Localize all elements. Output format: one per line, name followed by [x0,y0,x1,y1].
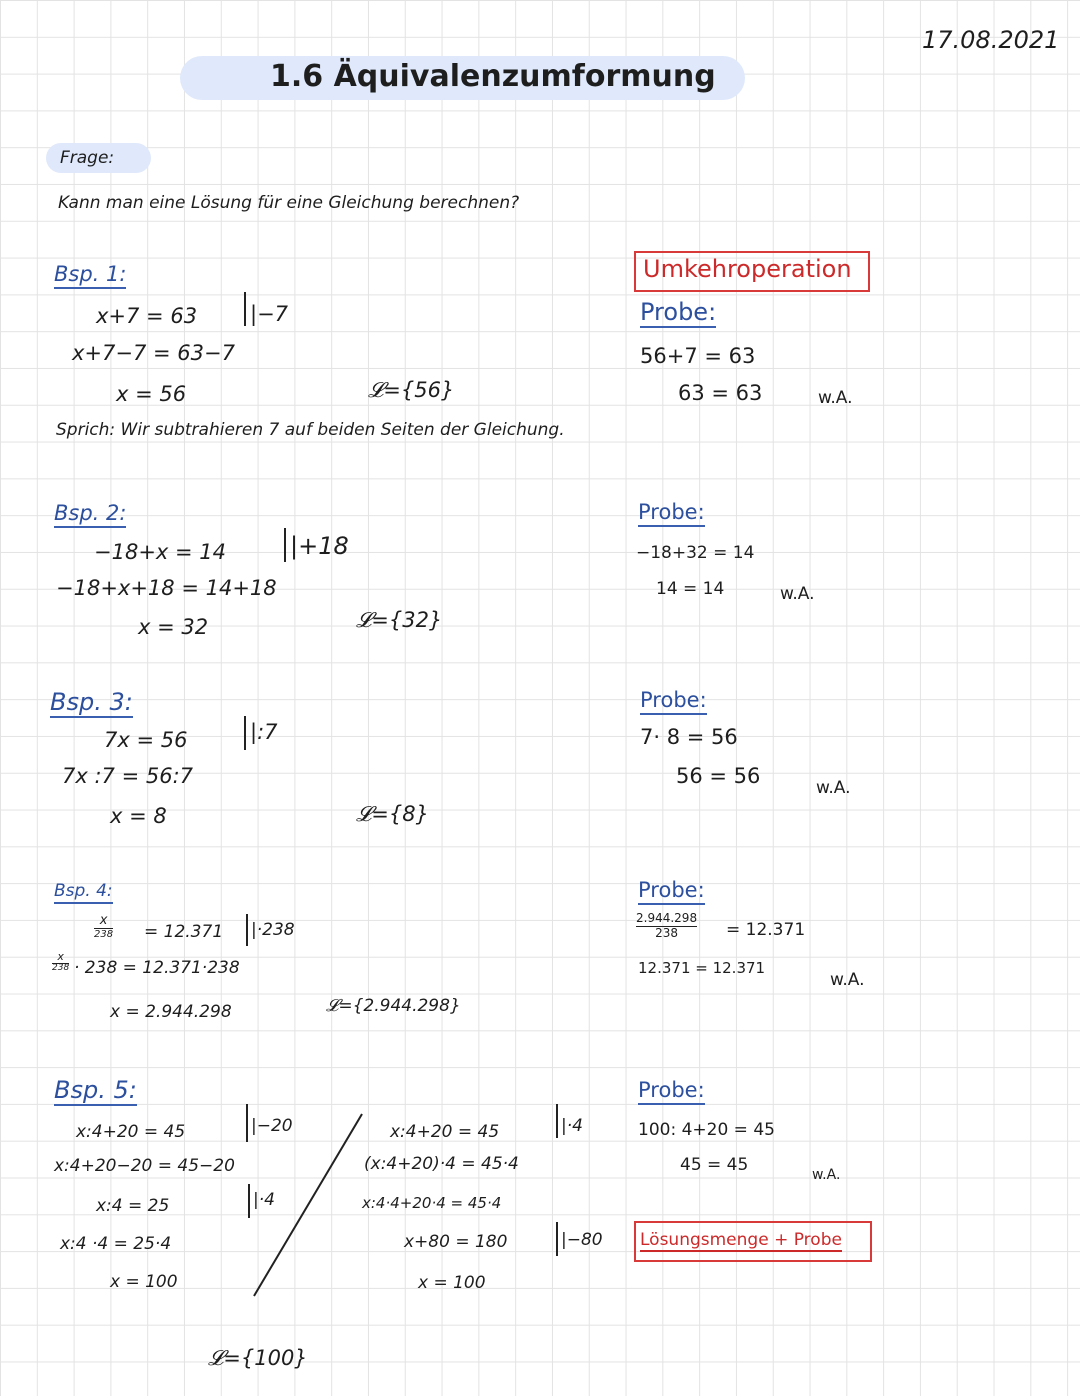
ex2-heading: Bsp. 2: [54,503,126,528]
ex3-operation: |:7 [244,716,278,750]
ex4-probe-num: 2.944.298 [636,911,698,925]
ex5-a-line5: x = 100 [110,1272,178,1292]
ex5-b-line3: x:4·4+20·4 = 45·4 [362,1194,502,1212]
ex5-wa: w.A. [812,1167,841,1183]
ex3-probe-label: Probe: [640,690,707,715]
ex3-line3: x = 8 [110,804,167,828]
ex1-heading: Bsp. 1: [54,264,126,289]
ex3-line1: 7x = 56 [104,728,188,752]
ex5-b-operation1: |·4 [556,1104,583,1138]
ex4-probe-den: 238 [655,925,678,940]
ex5-a-operation2: |·4 [248,1184,275,1218]
ex5-a-line2: x:4+20−20 = 45−20 [54,1156,235,1176]
ex4-line2-rest: · 238 = 12.371·238 [74,958,240,978]
ex5-b-line2: (x:4+20)·4 = 45·4 [364,1154,519,1174]
date: 17.08.2021 [922,26,1060,54]
ex1-note: Sprich: Wir subtrahieren 7 auf beiden Seiten der Gleichung. [56,420,565,440]
ex4-heading: Bsp. 4: [54,883,113,904]
ex5-probe-label: Probe: [638,1080,705,1105]
ex2-line2: −18+x+18 = 14+18 [56,576,277,600]
ex1-solution: 𝓛={56} [368,378,455,402]
ex4-probe-label: Probe: [638,880,705,905]
ex1-line3: x = 56 [116,382,187,406]
ex3-probe-line1: 7· 8 = 56 [640,725,738,749]
ex2-probe-line1: −18+32 = 14 [636,543,755,563]
ex5-b-line4: x+80 = 180 [404,1232,508,1252]
ex5-heading: Bsp. 5: [54,1076,137,1104]
ex5-b-line5: x = 100 [418,1273,486,1293]
ex1-probe-line1: 56+7 = 63 [640,344,756,368]
ex4-probe-line2: 12.371 = 12.371 [638,959,766,977]
ex3-line2: 7x :7 = 56:7 [62,764,194,788]
ex3-solution: 𝓛={8} [356,802,429,826]
ex2-line3: x = 32 [138,615,209,639]
ex1-line1: x+7 = 63 [96,304,198,328]
ex1-probe-label: Probe: [640,298,717,326]
ex4-probe-fraction [636,912,697,941]
ex2-wa: w.A. [780,584,815,604]
ex1-line2: x+7−7 = 63−7 [72,341,235,365]
page-title: 1.6 Äquivalenzumformung [270,59,716,94]
ex4-line2-num: x [52,951,69,964]
ex1-probe-line2: 63 = 63 [678,381,763,405]
ex4-line1-den: 238 [94,929,114,941]
ex5-b-operation2: |−80 [556,1222,603,1256]
question-text: Kann man eine Lösung für eine Gleichung berechnen? [58,193,520,213]
ex5-a-operation1: |−20 [246,1104,293,1142]
ex3-probe-line2: 56 = 56 [676,764,761,788]
ex4-solution: 𝓛={2.944.298} [326,996,461,1016]
ex2-solution: 𝓛={32} [356,608,443,632]
ex5-solution: 𝓛={100} [208,1346,308,1370]
ex2-probe-label: Probe: [638,502,705,527]
ex4-wa: w.A. [830,970,865,990]
ex4-line3: x = 2.944.298 [110,1002,232,1022]
ex5-probe-line2: 45 = 45 [680,1155,749,1175]
ex4-line1-rest: = 12.371 [144,922,224,942]
ex5-a-line1: x:4+20 = 45 [76,1122,186,1142]
ex4-line1-num: x [94,914,113,929]
ex3-wa: w.A. [816,778,851,798]
ex4-line1-fraction [94,914,113,940]
ex4-line2-fraction [52,951,69,974]
ex5-a-line3: x:4 = 25 [96,1196,170,1216]
ex4-probe-rest: = 12.371 [726,920,806,940]
ex2-probe-line2: 14 = 14 [656,579,725,599]
ex5-divider-line [250,1110,370,1300]
ex2-line1: −18+x = 14 [94,540,227,564]
question-label: Frage: [60,148,115,168]
ex5-b-line1: x:4+20 = 45 [390,1122,500,1142]
ex1-operation: |−7 [244,292,288,326]
ex4-line2-den: 238 [52,963,70,974]
umkehroperation-label: Umkehroperation [643,255,852,283]
ex2-operation: |+18 [284,528,349,562]
loesungsmenge-probe-label: Lösungsmenge + Probe [640,1230,842,1250]
ex5-a-line4: x:4 ·4 = 25·4 [60,1234,172,1254]
ex5-probe-line1: 100: 4+20 = 45 [638,1120,775,1140]
ex1-wa: w.A. [818,388,853,408]
ex3-heading: Bsp. 3: [50,688,133,716]
ex4-operation: |·238 [246,914,295,946]
